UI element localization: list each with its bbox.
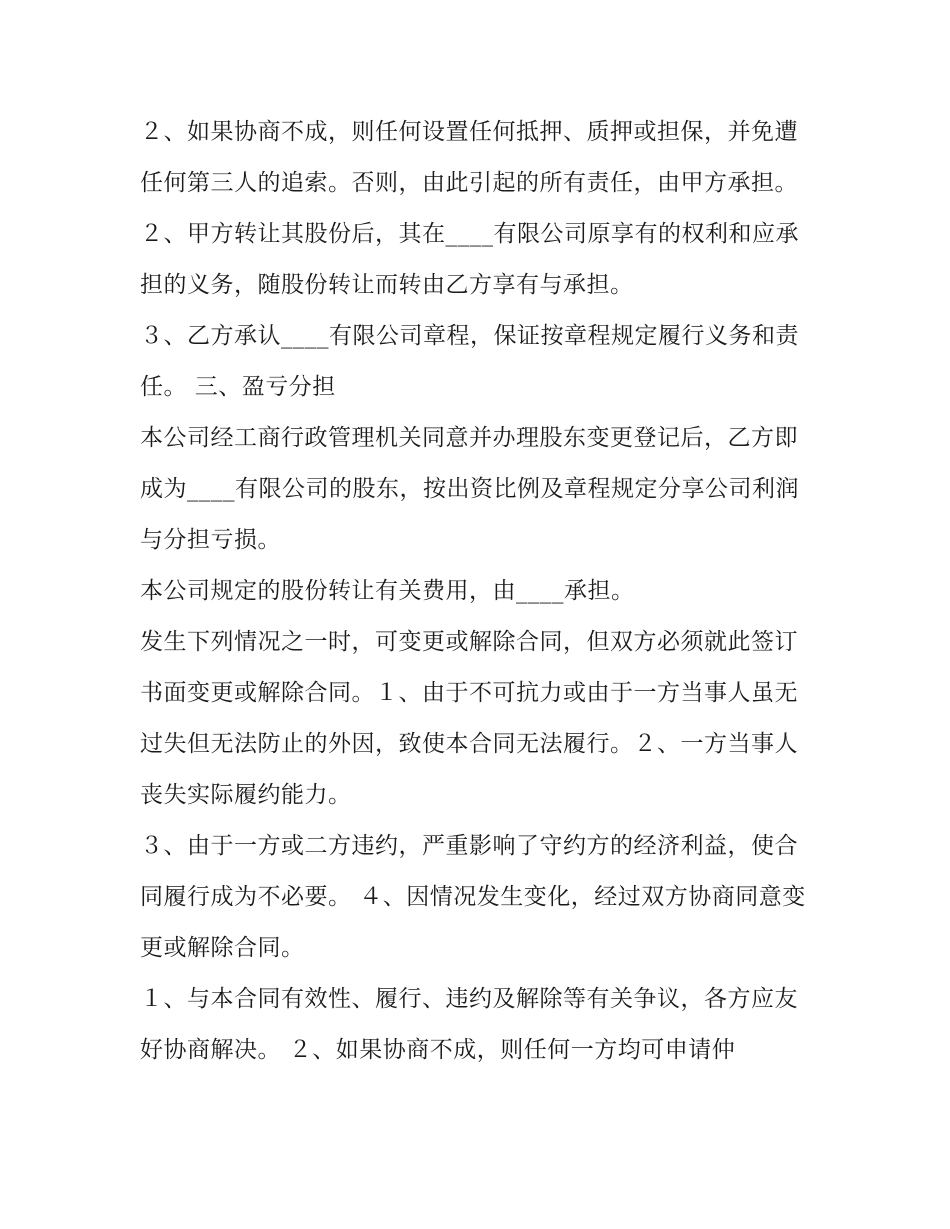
paragraph-dispute-resolution: １、与本合同有效性、履行、违约及解除等有关争议，各方应友好协商解决。 ２、如果协商不成，则任何一方均可申请仲 [140, 986, 798, 1063]
paragraph-shareholder-status: 本公司经工商行政管理机关同意并办理股东变更登记后，乙方即成为____有限公司的股东，按出资比例及章程规定分享公司利润与分担亏损。 [140, 425, 799, 553]
paragraph-rights-transfer: ２、甲方转让其股份后，其在____有限公司原享有的权利和应承担的义务，随股份转让而转由乙方享有与承担。 [140, 221, 799, 298]
paragraph-contract-change-conditions: 发生下列情况之一时，可变更或解除合同，但双方必须就此签订书面变更或解除合同。１、由于不可抗力或由于一方当事人虽无过失但无法防止的外因，致使本合同无法履行。２、一方当事人丧失实际履约能力。 [140, 629, 798, 808]
paragraph-transfer-fees: 本公司规定的股份转让有关费用，由____承担。 [140, 578, 635, 604]
paragraph-breach-and-change: ３、由于一方或二方违约，严重影响了守约方的经济利益，使合同履行成为不必要。 ４、因情况发生变化，经过双方协商同意变更或解除合同。 [140, 833, 806, 961]
document-body [140, 107, 820, 1076]
paragraph-charter-acceptance: ３、乙方承认____有限公司章程，保证按章程规定履行义务和责任。 三、盈亏分担 [140, 323, 799, 400]
paragraph-mortgage-liability: ２、如果协商不成，则任何设置任何抵押、质押或担保，并免遭任何第三人的追索。否则，由此引起的所有责任，由甲方承担。 [140, 119, 798, 196]
